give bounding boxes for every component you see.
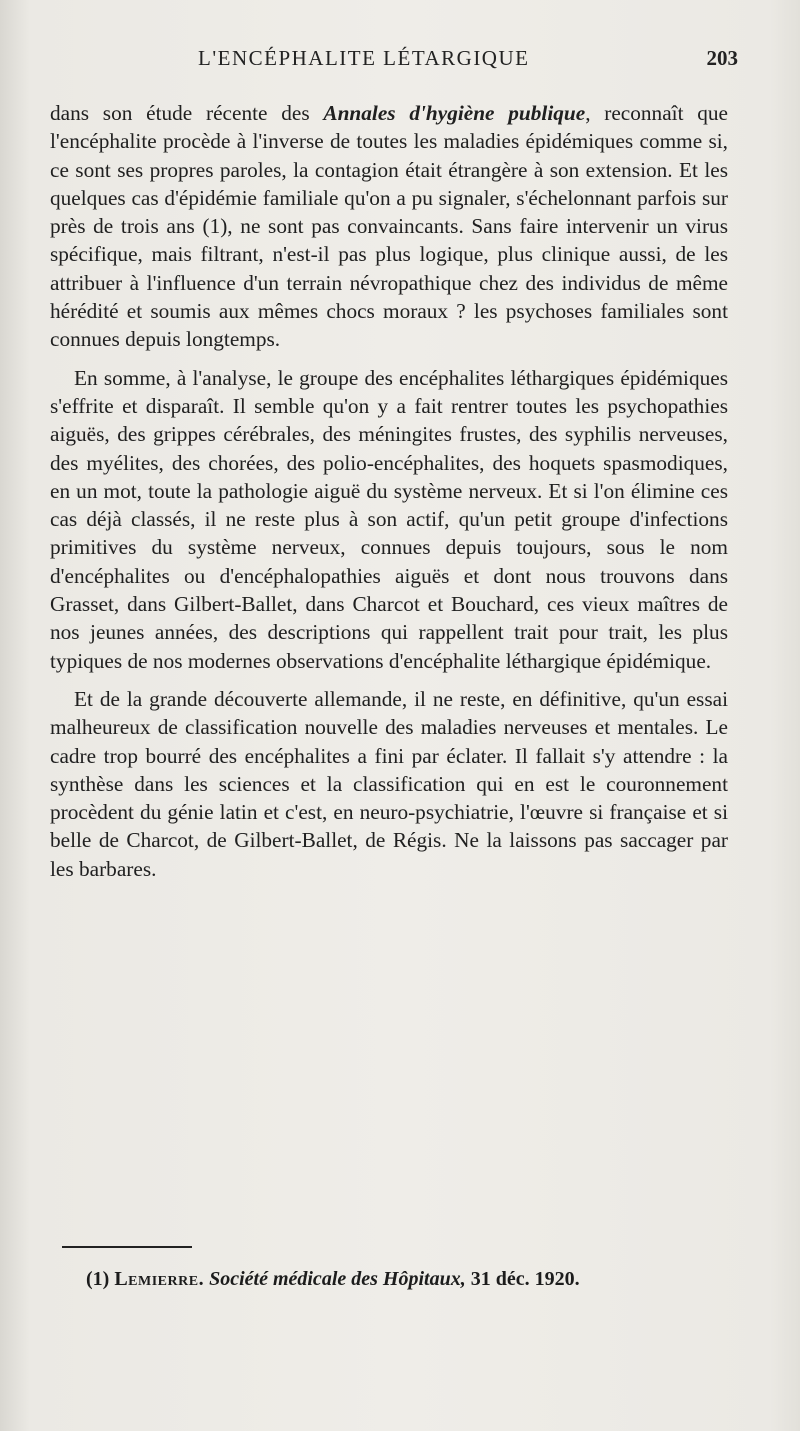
footnote-date: 31 déc. 1920. <box>470 1268 580 1290</box>
running-title: L'ENCÉPHALITE LÉTARGIQUE <box>198 46 530 70</box>
body-text <box>50 99 728 883</box>
page-number: 203 <box>706 46 738 70</box>
footnote-rule <box>62 1246 192 1248</box>
footnote-marker: (1) <box>86 1268 110 1290</box>
footnote <box>86 1268 746 1291</box>
paragraph-1 <box>50 99 728 354</box>
paragraph-3: Et de la grande découverte allemande, il ne reste, en définitive, qu'un essai malheureux de classification nouvelle des maladies nerveuses et mentales. Le cadre trop bourré des encéphalites a fini par éclater. Il fallait s'y attendre : la synthèse dans les sciences et la classification qui en est le couronnement procèdent du génie latin et c'est, en neuro-psychiatrie, l'œuvre si française et si belle de Charcot, de Gilbert-Ballet, de Régis. Ne la laissons pas saccager par les barbares. <box>50 686 728 881</box>
journal-title: Annales d'hygiène publique <box>323 101 586 125</box>
page-header <box>48 46 738 80</box>
footnote-journal: Société médicale des Hôpitaux, <box>209 1268 466 1290</box>
footnote-author: Lemierre. <box>114 1268 205 1290</box>
paragraph-1-rest: , reconnaît que l'encéphalite procède à l'inverse de toutes les maladies épidémiques comme si, ce sont ses propres paroles, la contagion était étrangère à son extension. Et les quelques cas d'épidémie familiale qu'on a pu signaler, s'échelonnant parfois sur près de trois ans (1), ne sont pas convaincants. Sans faire intervenir un virus spécifique, mais filtrant, n'est-il pas plus logique, plus clinique aussi, de les attribuer à l'influence d'un terrain névropathique chez des individus de même hérédité et soumis aux mêmes chocs moraux ? les psychoses familiales sont connues depuis longtemps. <box>50 101 728 352</box>
paragraph-2: En somme, à l'analyse, le groupe des encéphalites léthargiques épidémiques s'effrite et disparaît. Il semble qu'on y a fait rentrer toutes les psychopathies aiguës, des grippes cérébrales, des méningites frustes, des syphilis nerveuses, des myélites, des chorées, des polio-encéphalites, des hoquets spasmodiques, en un mot, toute la pathologie aiguë du système nerveux. Et si l'on élimine ces cas déjà classés, il ne reste plus à son actif, qu'un petit groupe d'infections primitives du système nerveux, connues depuis toujours, sous le nom d'encéphalites ou d'encéphalopathies aiguës et dont nous trouvons dans Grasset, dans Gilbert-Ballet, dans Charcot et Bouchard, ces vieux maîtres de nos jeunes années, des descriptions qui rappellent trait pour trait, les plus typiques de nos modernes observations d'encéphalite léthargique épidémique. <box>50 365 728 673</box>
paragraph-1-start: dans son étude récente des <box>50 101 324 125</box>
